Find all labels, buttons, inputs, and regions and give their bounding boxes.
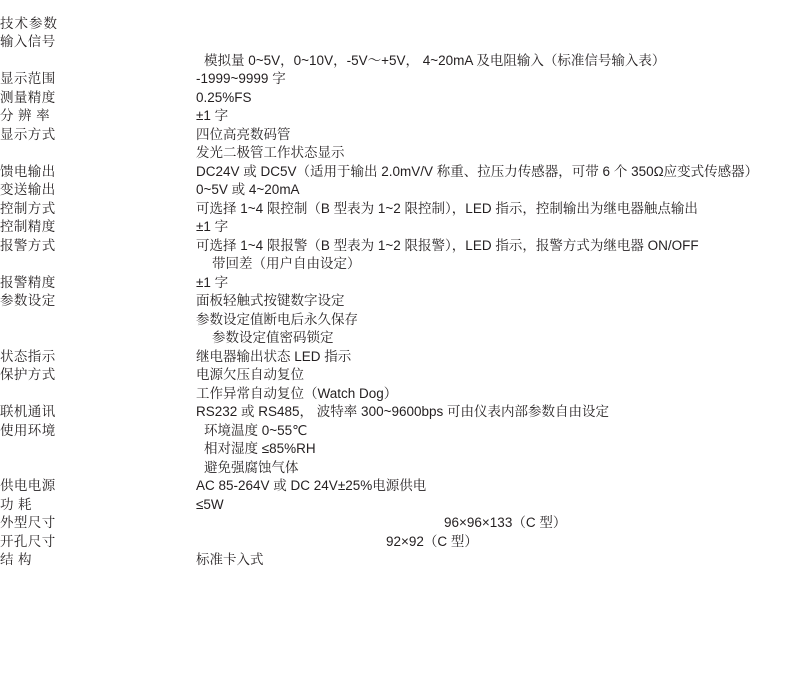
spec-label-cell <box>0 366 196 403</box>
table-row <box>0 33 800 70</box>
spec-value-cell <box>196 495 800 514</box>
table-row <box>0 125 800 162</box>
spec-label-cell <box>0 236 196 273</box>
spec-value-cell <box>196 236 800 273</box>
spec-value-line: 96×96×133（C 型） <box>444 515 567 530</box>
spec-value-line: 参数设定值密码锁定 <box>212 330 334 345</box>
table-row <box>0 366 800 403</box>
page-title: 技术参数 <box>0 15 58 31</box>
spec-value-line: 避免强腐蚀气体 <box>204 459 299 475</box>
spec-value-line: 面板轻触式按键数字设定 <box>196 293 345 308</box>
spec-value-line: 四位高亮数码管 <box>196 126 291 142</box>
spec-label: 控制精度 <box>0 219 56 234</box>
spec-value-line: 0~5V 或 4~20mA <box>196 182 300 197</box>
spec-value-line: AC 85-264V 或 DC 24V±25%电源供电 <box>196 478 427 493</box>
spec-label: 控制方式 <box>0 200 56 216</box>
spec-label: 外型尺寸 <box>0 515 56 530</box>
spec-label: 参数设定 <box>0 293 56 308</box>
spec-value-line: 工作异常自动复位（Watch Dog） <box>196 385 398 401</box>
spec-label: 联机通讯 <box>0 404 56 419</box>
specification-table-body <box>0 14 800 569</box>
table-row <box>0 273 800 292</box>
spec-value-line: 92×92（C 型） <box>386 533 478 549</box>
table-row <box>0 532 800 551</box>
spec-label-cell <box>0 421 196 477</box>
spec-label-cell <box>0 477 196 496</box>
spec-value-line: 参数设定值断电后永久保存 <box>196 311 358 327</box>
spec-value-line: -1999~9999 字 <box>196 71 286 86</box>
spec-value-cell <box>196 14 800 33</box>
spec-label-cell <box>0 125 196 162</box>
spec-label: 使用环境 <box>0 422 56 438</box>
spec-label: 分 辨 率 <box>0 108 51 123</box>
table-row <box>0 218 800 237</box>
table-row <box>0 14 800 33</box>
table-row <box>0 181 800 200</box>
spec-label-cell <box>0 551 196 570</box>
spec-value-line: 0.25%FS <box>196 89 252 105</box>
spec-value-cell <box>196 292 800 348</box>
spec-value-line: 可选择 1~4 限控制（B 型表为 1~2 限控制），LED 指示，控制输出为继电器触点输出 <box>196 200 698 216</box>
table-row <box>0 236 800 273</box>
spec-label-cell <box>0 218 196 237</box>
spec-value-cell <box>196 551 800 570</box>
spec-label: 报警精度 <box>0 274 56 290</box>
spec-value-line: 继电器输出状态 LED 指示 <box>196 348 352 364</box>
spec-label-cell <box>0 88 196 107</box>
spec-value-cell <box>196 273 800 292</box>
spec-value-spacer <box>196 33 800 52</box>
table-row <box>0 199 800 218</box>
spec-label-cell <box>0 532 196 551</box>
spec-value-cell <box>196 366 800 403</box>
spec-value-cell <box>196 218 800 237</box>
spec-label-cell <box>0 514 196 533</box>
table-row <box>0 88 800 107</box>
spec-value-line: RS232 或 RS485， 波特率 300~9600bps 可由仪表内部参数自由设定 <box>196 404 610 419</box>
spec-value-cell <box>196 421 800 477</box>
spec-label-cell <box>0 70 196 89</box>
spec-label: 输入信号 <box>0 34 56 49</box>
spec-label-cell <box>0 292 196 348</box>
spec-label-cell <box>0 403 196 422</box>
spec-label-cell <box>0 347 196 366</box>
table-row <box>0 477 800 496</box>
table-row <box>0 495 800 514</box>
spec-label-cell <box>0 199 196 218</box>
spec-value-line: 发光二极管工作状态显示 <box>196 145 345 160</box>
spec-value-line: ±1 字 <box>196 274 229 290</box>
table-row <box>0 403 800 422</box>
spec-label-cell <box>0 33 196 70</box>
spec-value-cell <box>196 532 800 551</box>
spec-label: 功 耗 <box>0 496 32 512</box>
table-row <box>0 514 800 533</box>
spec-value-line: 相对湿度 ≤85%RH <box>204 441 316 456</box>
spec-label: 开孔尺寸 <box>0 533 56 549</box>
spec-value-line: 带回差（用户自由设定） <box>212 256 361 271</box>
table-row <box>0 107 800 126</box>
spec-value-line: 标准卡入式 <box>196 552 264 567</box>
table-row <box>0 551 800 570</box>
spec-label-cell <box>0 162 196 181</box>
spec-value-line: 环境温度 0~55℃ <box>204 422 308 438</box>
spec-value-line: ±1 字 <box>196 219 229 234</box>
spec-label: 变送输出 <box>0 182 56 197</box>
spec-label: 保护方式 <box>0 367 56 382</box>
spec-value-cell <box>196 199 800 218</box>
spec-label-cell <box>0 181 196 200</box>
table-row <box>0 292 800 348</box>
table-row <box>0 421 800 477</box>
spec-value-cell <box>196 403 800 422</box>
spec-value-line: ±1 字 <box>196 108 229 123</box>
spec-label-cell <box>0 273 196 292</box>
spec-value-cell <box>196 70 800 89</box>
spec-label-cell <box>0 14 196 33</box>
spec-label: 馈电输出 <box>0 163 56 179</box>
spec-value-line: 电源欠压自动复位 <box>196 367 304 382</box>
spec-value-cell <box>196 477 800 496</box>
spec-label: 状态指示 <box>0 348 56 364</box>
spec-label: 显示范围 <box>0 71 56 86</box>
spec-value-line: ≤5W <box>196 496 224 512</box>
spec-value-cell <box>196 347 800 366</box>
spec-value-cell <box>196 514 800 533</box>
spec-label: 结 构 <box>0 552 32 567</box>
spec-label: 显示方式 <box>0 126 56 142</box>
spec-label: 测量精度 <box>0 89 56 105</box>
specification-table <box>0 14 800 569</box>
spec-value-cell <box>196 125 800 162</box>
table-row <box>0 162 800 181</box>
table-row <box>0 70 800 89</box>
spec-label: 供电电源 <box>0 478 56 493</box>
spec-value-cell <box>196 181 800 200</box>
spec-value-line: 模拟量 0~5V，0~10V，-5V～+5V， 4~20mA 及电阻输入（标准信号输入表） <box>204 52 666 68</box>
spec-value-line: 可选择 1~4 限报警（B 型表为 1~2 限报警），LED 指示，报警方式为继电器 ON/OFF <box>196 237 699 253</box>
spec-value-cell <box>196 33 800 70</box>
table-row <box>0 347 800 366</box>
spec-value-cell <box>196 107 800 126</box>
spec-label-cell <box>0 495 196 514</box>
spec-label-cell <box>0 107 196 126</box>
spec-value-cell <box>196 162 800 181</box>
spec-label: 报警方式 <box>0 237 56 253</box>
spec-value-line: DC24V 或 DC5V（适用于输出 2.0mV/V 称重、拉压力传感器，可带 6 个 350Ω应变式传感器） <box>196 163 759 179</box>
spec-value-cell <box>196 88 800 107</box>
